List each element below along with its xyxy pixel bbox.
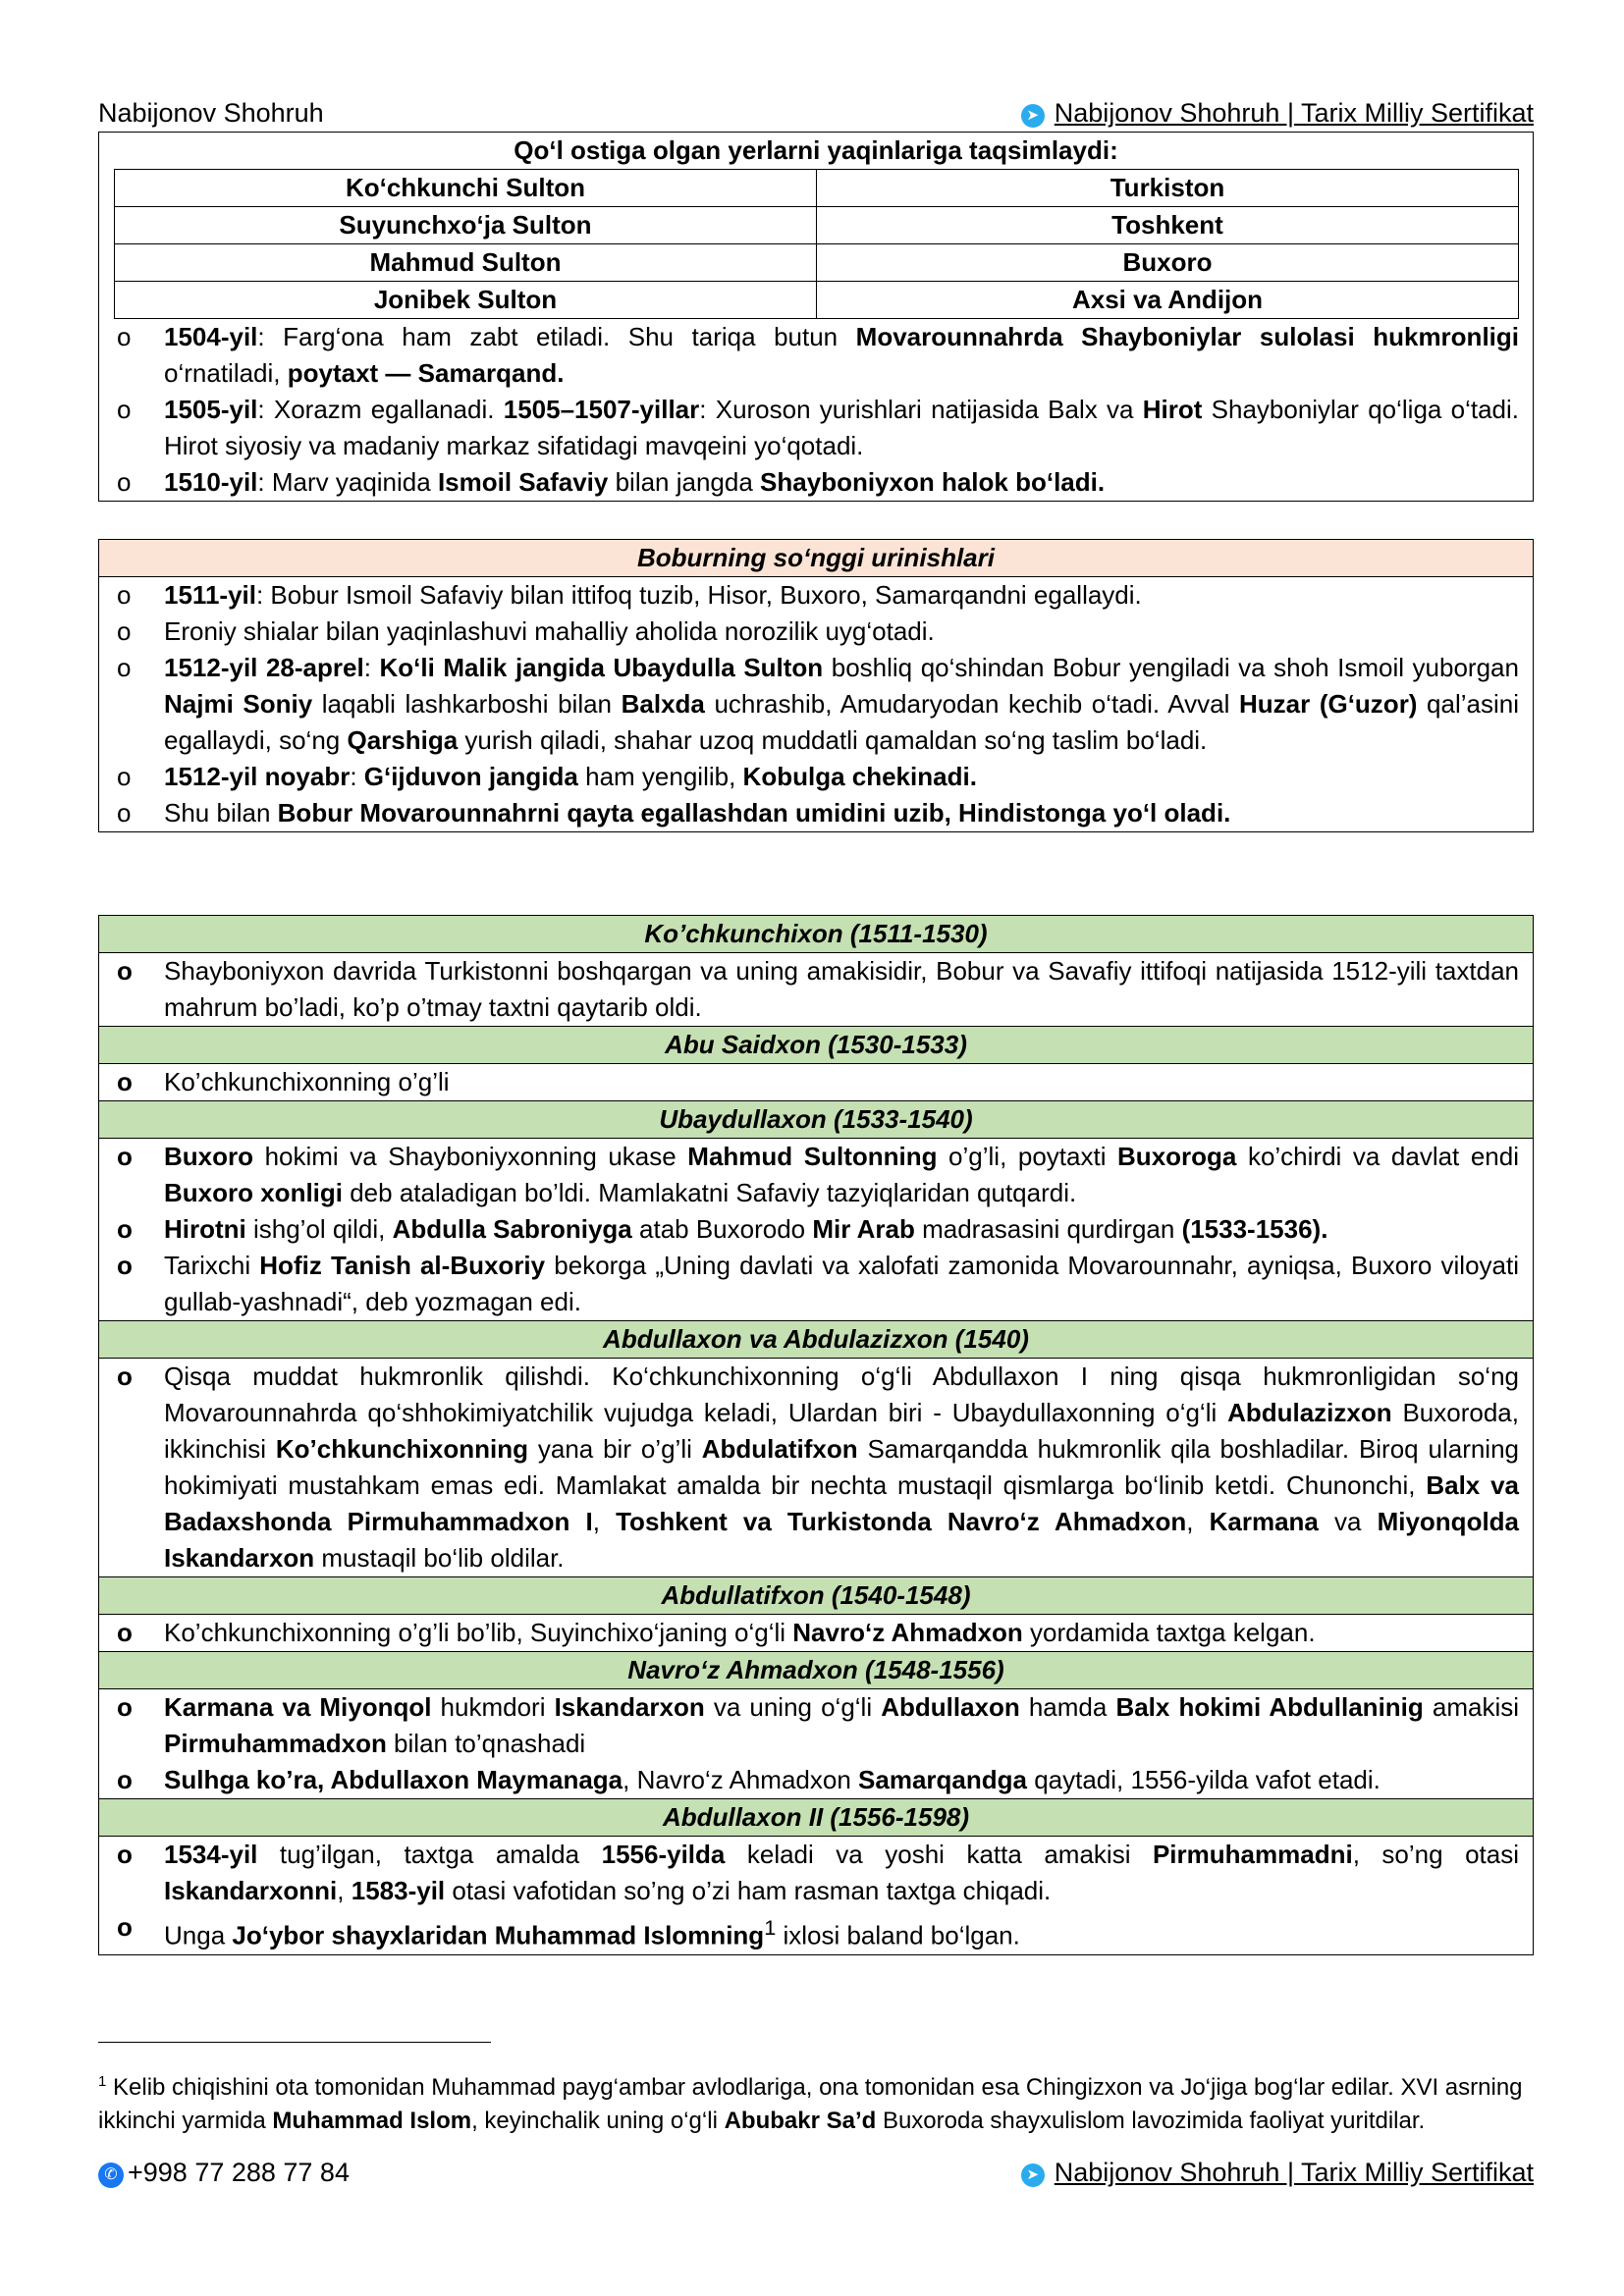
ruler-section-title: Ubaydullaxon (1533-1540) — [99, 1100, 1533, 1139]
distribution-table — [114, 169, 1519, 319]
list-item: o 1512-yil 28-aprel: Ko‘li Malik jangida Ubaydulla Sulton boshliq qo‘shindan Bobur yengiladi va shoh Ismoil yuborgan Najmi Soniy laqabli lashkarboshi bilan Balxda uchrashib, Amudaryodan kechib o‘tadi. Avval Huzar (G‘uzor) qal’asini egallaydi, so‘ng Qarshiga yurish qiladi, shahar uzoq muddatli qamaldan so‘ng taslim bo‘ladi. — [99, 650, 1533, 759]
rulers-box — [98, 915, 1534, 1955]
footer-channel-link[interactable] — [1021, 2154, 1534, 2191]
header-channel-text: Nabijonov Shohruh | Tarix Milliy Sertifikat — [1054, 98, 1534, 128]
ruler-section-list — [99, 1689, 1533, 1798]
phone-icon: ✆ — [98, 2163, 124, 2188]
sultan-name-cell: Jonibek Sulton — [115, 282, 817, 319]
list-item: o Shu bilan Bobur Movarounnahrni qayta egallashdan umidini uzib, Hindistonga yo‘l oladi. — [99, 795, 1533, 831]
territory-cell: Axsi va Andijon — [817, 282, 1519, 319]
footnote: $^1$ Kelib chiqishini ota tomonidan Muhammad payg‘ambar avlodlariga, ona tomonidan esa Chingizxon va Jo‘jiga bog‘lar edilar. XVI asrning ikkinchi yarmida Muhammad Islom, keyinchalik uning o‘g‘li Abubakr Sa’d Buxoroda shayxulislom lavozimida faoliyat yuritdilar. — [98, 2073, 1523, 2134]
ruler-section-title: Abu Saidxon (1530-1533) — [99, 1026, 1533, 1064]
list-item: o Unga Jo‘ybor shayxlaridan Muhammad Islomning$^1$ ixlosi baland bo‘lgan. — [99, 1909, 1533, 1954]
sultan-name-cell: Ko‘chkunchi Sulton — [115, 170, 817, 207]
ruler-section-title: Abdullaxon va Abdulazizxon (1540) — [99, 1320, 1533, 1359]
header-channel-link[interactable] — [1021, 95, 1534, 132]
list-item: o Hirotni ishg’ol qildi, Abdulla Sabroniyga atab Buxorodo Mir Arab madrasasini qurdirgan (1533-1536). — [99, 1211, 1533, 1248]
list-item: o Tarixchi Hofiz Tanish al-Buxoriy bekorga „Uning davlati va xalofati zamonida Movarounnahr, ayniqsa, Buxoro viloyati gullab-yashnadi“, deb yozmagan edi. — [99, 1248, 1533, 1320]
conquest-list — [99, 319, 1533, 501]
list-item: o Sulhga ko’ra, Abdullaxon Maymanaga, Navro‘z Ahmadxon Samarqandga qaytadi, 1556-yilda vafot etadi. — [99, 1762, 1533, 1798]
ruler-section-list — [99, 1064, 1533, 1100]
sultan-name-cell: Suyunchxo‘ja Sulton — [115, 207, 817, 244]
ruler-section-list — [99, 953, 1533, 1026]
page-footer — [98, 2154, 1534, 2191]
page-header — [98, 94, 1534, 133]
list-item: o 1505-yil: Xorazm egallanadi. 1505–1507-yillar: Xuroson yurishlari natijasida Balx va Hirot Shayboniylar qo‘liga o‘tadi. Hirot siyosiy va madaniy markaz sifatidagi mavqeini yo‘qotadi. — [99, 392, 1533, 464]
babur-attempts-box — [98, 539, 1534, 832]
footer-phone[interactable] — [98, 2154, 350, 2191]
land-distribution-box — [98, 132, 1534, 502]
footer-phone-number: +998 77 288 77 84 — [128, 2158, 350, 2187]
ruler-section-list — [99, 1359, 1533, 1576]
ruler-section-list — [99, 1139, 1533, 1320]
sultan-name-cell: Mahmud Sulton — [115, 244, 817, 282]
babur-attempts-title: Boburning so‘nggi urinishlari — [99, 540, 1533, 577]
list-item: o Qisqa muddat hukmronlik qilishdi. Ko‘chkunchixonning o‘g‘li Abdullaxon I ning qisqa hukmronligidan so‘ng Movarounnahrda qo‘shhokimiyatchilik vujudga keladi, Ulardan biri - Ubaydullaxonning o‘g‘li Abdulazizxon Buxoroda, ikkinchisi Ko’chkunchixonning yana bir o’g’li Abdulatifxon Samarqandda hukmronlik qila boshladilar. Biroq ularning hokimiyati mustahkam emas edi. Mamlakat amalda bir nechta mustaqil qismlarga bo‘linib ketdi. Chunonchi, Balx va Badaxshonda Pirmuhammadxon I, Toshkent va Turkistonda Navro‘z Ahmadxon, Karmana va Miyonqolda Iskandarxon mustaqil bo‘lib oldilar. — [99, 1359, 1533, 1576]
list-item: o Ko’chkunchixonning o’g’li — [99, 1064, 1533, 1100]
footnote-divider — [98, 2042, 491, 2043]
list-item: o Buxoro hokimi va Shayboniyxonning ukase Mahmud Sultonning o’g’li, poytaxti Buxoroga ko’chirdi va davlat endi Buxoro xonligi deb ataladigan bo’ldi. Mamlakatni Safaviy tazyiqlaridan qutqardi. — [99, 1139, 1533, 1211]
list-item: o Eroniy shialar bilan yaqinlashuvi mahalliy aholida norozilik uyg‘otadi. — [99, 614, 1533, 650]
ruler-section-title: Navro‘z Ahmadxon (1548-1556) — [99, 1651, 1533, 1689]
territory-cell: Toshkent — [817, 207, 1519, 244]
distribution-row — [115, 282, 1519, 319]
ruler-section-title: Abdullaxon II (1556-1598) — [99, 1798, 1533, 1837]
distribution-row — [115, 170, 1519, 207]
list-item: o 1534-yil tug’ilgan, taxtga amalda 1556-yilda keladi va yoshi katta amakisi Pirmuhammadni, so’ng otasi Iskandarxonni, 1583-yil otasi vafotidan so’ng o’zi ham rasman taxtga chiqadi. — [99, 1837, 1533, 1909]
distribution-title: Qo‘l ostiga olgan yerlarni yaqinlariga taqsimlaydi: — [514, 135, 1118, 165]
footer-channel-text: Nabijonov Shohruh | Tarix Milliy Sertifikat — [1054, 2158, 1534, 2187]
territory-cell: Turkiston — [817, 170, 1519, 207]
telegram-icon: ➤ — [1021, 104, 1045, 128]
list-item: o 1510-yil: Marv yaqinida Ismoil Safaviy bilan jangda Shayboniyxon halok bo‘ladi. — [99, 464, 1533, 501]
ruler-section-list — [99, 1615, 1533, 1651]
distribution-row — [115, 244, 1519, 282]
list-item: o Shayboniyxon davrida Turkistonni boshqargan va uning amakisidir, Bobur va Savafiy ittifoqi natijasida 1512-yili taxtdan mahrum bo’ladi, ko’p o’tmay taxtni qaytarib oldi. — [99, 953, 1533, 1026]
territory-cell: Buxoro — [817, 244, 1519, 282]
list-item: o Ko’chkunchixonning o’g’li bo’lib, Suyinchixo‘janing o‘g‘li Navro‘z Ahmadxon yordamida taxtga kelgan. — [99, 1615, 1533, 1651]
ruler-section-title: Abdullatifxon (1540-1548) — [99, 1576, 1533, 1615]
telegram-icon: ➤ — [1021, 2163, 1045, 2187]
ruler-section-title: Ko’chkunchixon (1511-1530) — [99, 916, 1533, 953]
list-item: o Karmana va Miyonqol hukmdori Iskandarxon va uning o‘g‘li Abdullaxon hamda Balx hokimi Abdullaninig amakisi Pirmuhammadxon bilan to’qnashadi — [99, 1689, 1533, 1762]
list-item: o 1511-yil: Bobur Ismoil Safaviy bilan ittifoq tuzib, Hisor, Buxoro, Samarqandni egallaydi. — [99, 577, 1533, 614]
ruler-section-list — [99, 1837, 1533, 1954]
babur-attempts-list — [99, 577, 1533, 831]
list-item: o 1504-yil: Farg‘ona ham zabt etiladi. Shu tariqa butun Movarounnahrda Shayboniylar sulolasi hukmronligi o‘rnatiladi, poytaxt — Samarqand. — [99, 319, 1533, 392]
list-item: o 1512-yil noyabr: G‘ijduvon jangida ham yengilib, Kobulga chekinadi. — [99, 759, 1533, 795]
header-author: Nabijonov Shohruh — [98, 98, 324, 128]
distribution-row — [115, 207, 1519, 244]
